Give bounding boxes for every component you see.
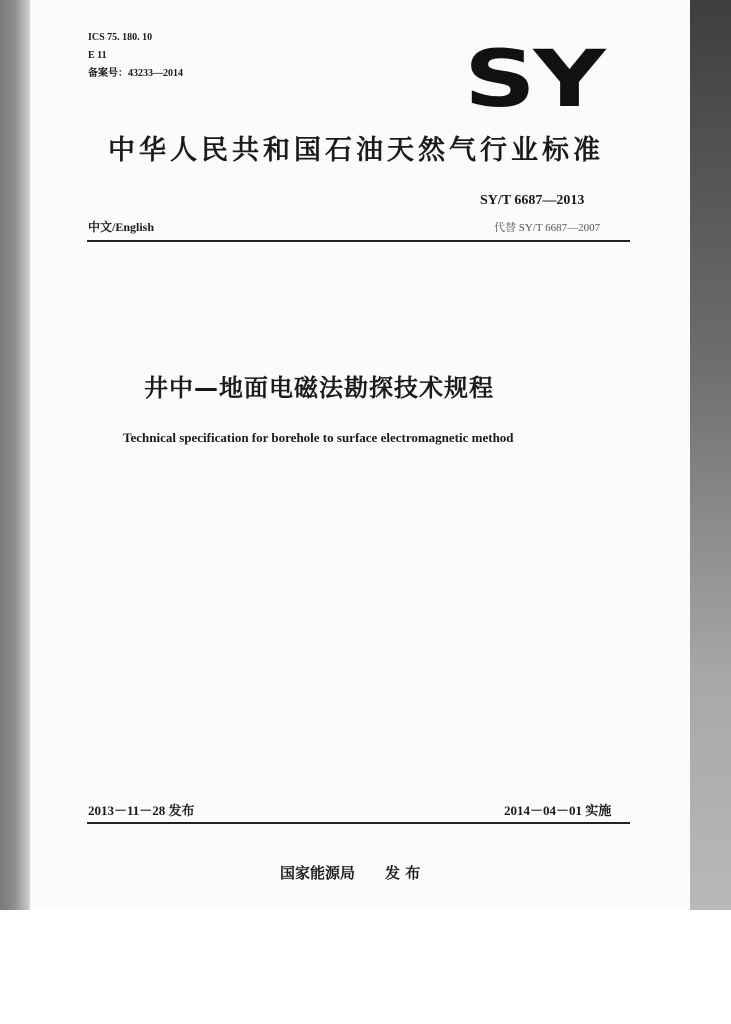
document-page (30, 0, 690, 910)
scan-edge-shadow (690, 0, 731, 910)
top-divider (87, 240, 630, 242)
filing-number: 备案号：43233—2014 (88, 68, 183, 79)
document-title-english: Technical specification for borehole to surface electromagnetic method (123, 430, 514, 445)
ics-code: ICS 75. 180. 10 (88, 32, 153, 43)
organization-title: 中华人民共和国石油天然气行业标准 (108, 135, 604, 166)
effective-date: 2014－04－01 实施 (504, 803, 612, 818)
sy-logo: SY (464, 35, 604, 125)
replaces-note: 代替 SY/T 6687—2007 (494, 222, 601, 234)
publish-action: 发 布 (385, 864, 421, 882)
language-label: 中文/English (88, 220, 155, 234)
document-title-chinese: 井中—地面电磁法勘探技术规程 (144, 374, 494, 402)
publisher-name: 国家能源局 (280, 864, 356, 882)
publisher-line (280, 862, 420, 883)
issue-date: 2013－11－28 发布 (88, 803, 195, 818)
standard-number: SY/T 6687—2013 (480, 193, 585, 208)
bottom-divider (87, 822, 630, 824)
class-code: E 11 (88, 50, 107, 61)
